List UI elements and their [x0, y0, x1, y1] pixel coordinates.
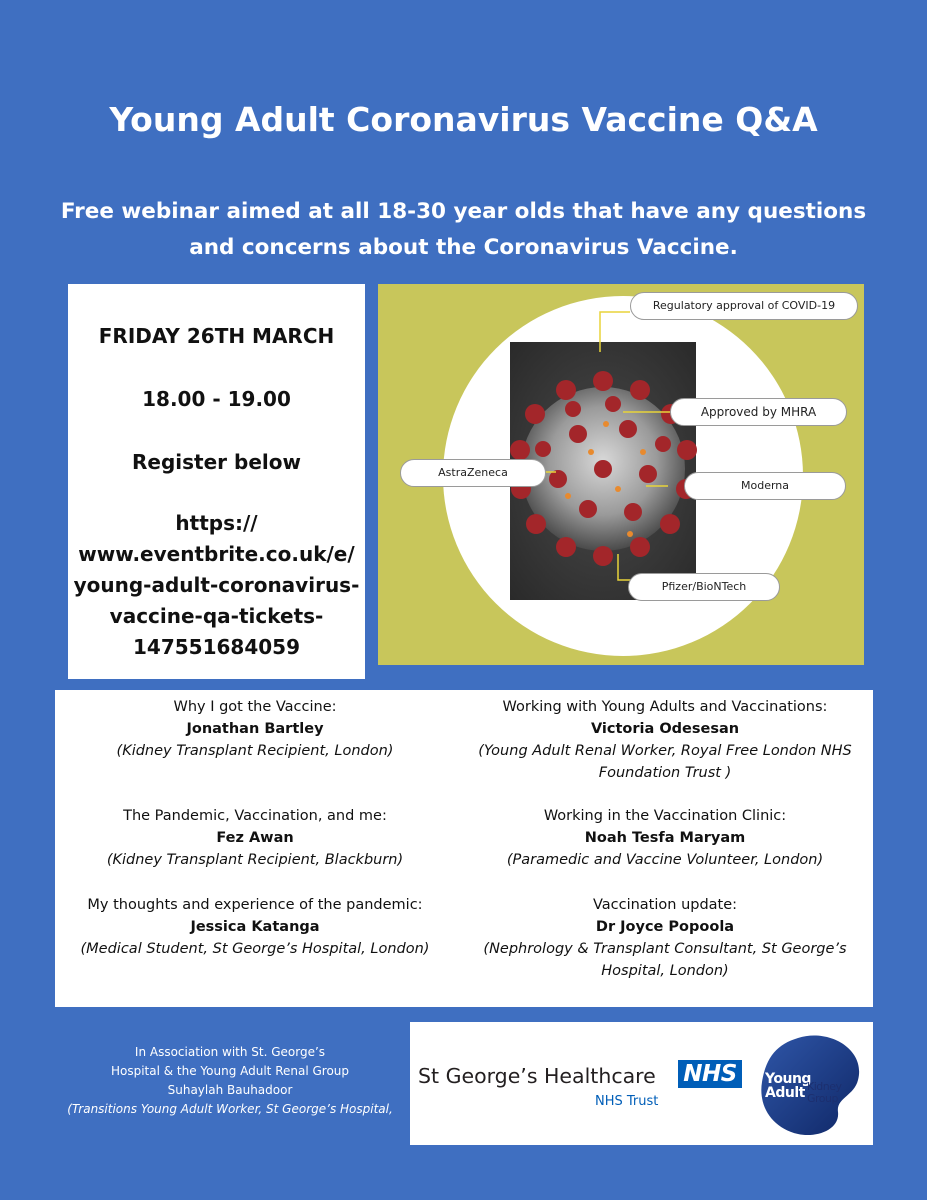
speaker-affiliation: (Nephrology & Transplant Consultant, St George’s Hospital, London) — [483, 941, 847, 979]
nhs-logo: NHS — [678, 1060, 742, 1088]
callout-regulatory: Regulatory approval of COVID-19 — [630, 292, 858, 320]
speaker-name: Jonathan Bartley — [186, 721, 324, 737]
speaker-topic: Working with Young Adults and Vaccinations: — [502, 699, 828, 715]
speaker-item — [465, 894, 865, 982]
event-info-box — [68, 284, 365, 679]
callout-astrazeneca: AstraZeneca — [400, 459, 546, 487]
page-subtitle: Free webinar aimed at all 18-30 year olds that have any questions and concerns about the Coronavirus Vaccine. — [60, 199, 867, 260]
url-line: https:// — [175, 511, 258, 535]
speaker-topic: The Pandemic, Vaccination, and me: — [123, 808, 387, 824]
speaker-name: Dr Joyce Popoola — [595, 919, 735, 935]
event-date: FRIDAY 26TH MARCH — [98, 324, 335, 348]
speaker-affiliation: (Paramedic and Vaccine Volunteer, London) — [506, 852, 824, 868]
speaker-topic: Working in the Vaccination Clinic: — [543, 808, 787, 824]
logo-adult: Adult — [765, 1085, 805, 1101]
speaker-item — [65, 696, 445, 762]
speaker-item — [465, 696, 865, 784]
speaker-name: Fez Awan — [216, 830, 294, 846]
association-line: Suhaylah Bauhadoor — [167, 1083, 293, 1097]
speaker-name: Victoria Odesesan — [590, 721, 740, 737]
speaker-item — [65, 894, 445, 960]
page-title: Young Adult Coronavirus Vaccine Q&A — [109, 100, 818, 139]
speaker-item — [65, 805, 445, 871]
speaker-affiliation: (Kidney Transplant Recipient, Blackburn) — [106, 852, 404, 868]
vaccine-illustration — [378, 284, 864, 665]
nhs-trust-label: NHS Trust — [595, 1094, 659, 1109]
speaker-affiliation: (Kidney Transplant Recipient, London) — [116, 743, 394, 759]
speakers-box — [55, 690, 873, 1007]
association-note — [60, 1043, 400, 1119]
url-line: www.eventbrite.co.uk/e/ — [78, 542, 355, 566]
association-line: Hospital & the Young Adult Renal Group — [110, 1064, 350, 1078]
callout-moderna: Moderna — [684, 472, 846, 500]
association-line: (Transitions Young Adult Worker, St George’s Hospital, — [67, 1102, 393, 1116]
speaker-name: Jessica Katanga — [190, 919, 320, 935]
register-label: Register below — [132, 450, 301, 474]
speaker-name: Noah Tesfa Maryam — [584, 830, 746, 846]
association-line: In Association with St. George’s — [134, 1045, 326, 1059]
url-line: young-adult-coronavirus- — [73, 573, 360, 597]
speaker-affiliation: (Young Adult Renal Worker, Royal Free London NHS Foundation Trust ) — [478, 743, 852, 781]
st-georges-logo-text: St George’s Healthcare — [418, 1064, 656, 1088]
speaker-affiliation: (Medical Student, St George’s Hospital, London) — [80, 941, 430, 957]
logo-group: Group — [807, 1092, 838, 1105]
url-line: 147551684059 — [133, 635, 300, 659]
url-line: vaccine-qa-tickets- — [109, 604, 324, 628]
speaker-topic: My thoughts and experience of the pandemic: — [87, 897, 423, 913]
logo-kidney: Kidney — [807, 1080, 842, 1093]
registration-link[interactable] — [68, 508, 365, 663]
speaker-topic: Vaccination update: — [592, 897, 738, 913]
speaker-item — [465, 805, 865, 871]
callout-mhra: Approved by MHRA — [670, 398, 847, 426]
event-time: 18.00 - 19.00 — [142, 387, 291, 411]
callout-pfizer: Pfizer/BioNTech — [628, 573, 780, 601]
logo-young: Young — [765, 1071, 811, 1087]
speaker-topic: Why I got the Vaccine: — [173, 699, 337, 715]
logos-box — [410, 1022, 873, 1145]
